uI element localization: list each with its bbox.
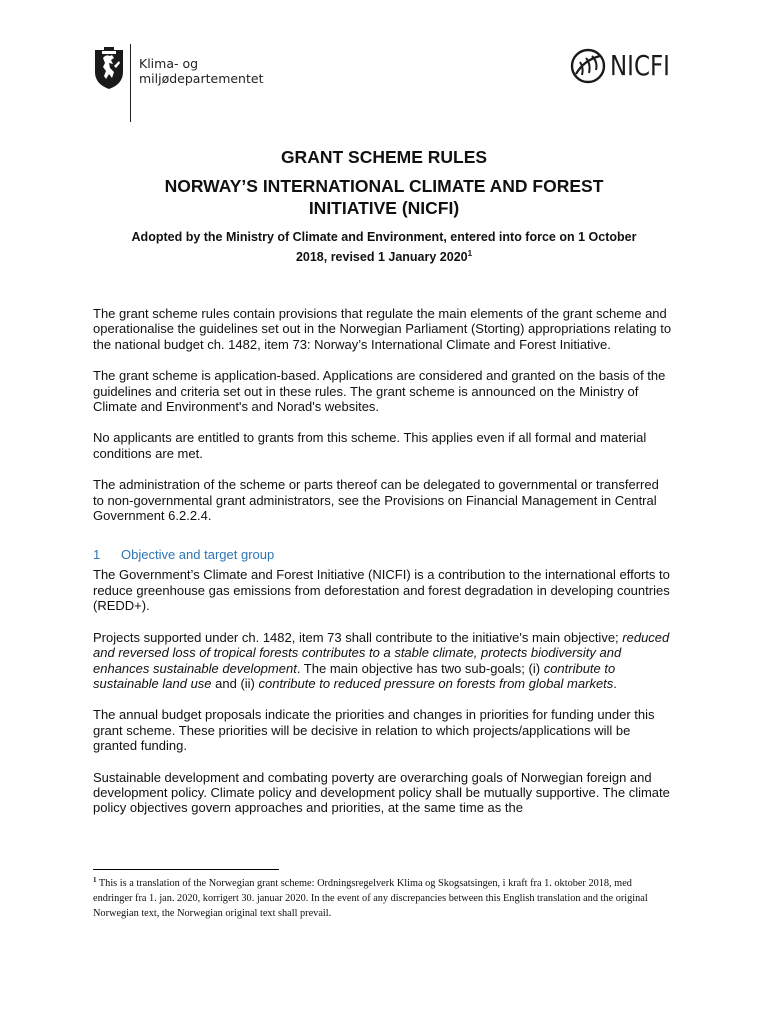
footnote-text: This is a translation of the Norwegian grant scheme: Ordningsregelverk Klima og Skogsatsingen, i kraft fra 1. oktober 2018, med endringer fra 1. jan. 2020, korrigert 30. januar 2020. In the event of any discrepancies between this English translation and the original Norwegian text, the Norwegian original text shall prevail. — [93, 878, 648, 919]
nicfi-wordmark: NICFI — [610, 49, 670, 82]
document-body — [93, 306, 673, 832]
footnote-number: 1 — [93, 876, 97, 884]
main-objective-text: reduced and reversed loss of tropical forests contributes to a stable climate, protects biodiversity and enhances sustainable development — [93, 629, 670, 676]
ministry-name — [139, 56, 263, 86]
ministry-logo — [92, 44, 262, 124]
title-block — [92, 146, 676, 267]
logo-divider — [130, 44, 131, 122]
norwegian-lion-crest-icon — [92, 46, 126, 90]
leaf-globe-icon — [570, 48, 606, 84]
adoption-note — [92, 227, 676, 267]
section-heading — [93, 547, 673, 562]
section-paragraph-3: The annual budget proposals indicate the priorities and changes in priorities for funding under this grant scheme. These priorities will be decisive in relation to which projects/applications will be granted funding. — [93, 707, 655, 754]
adoption-note-line2: 2018, revised 1 January 2020 — [295, 250, 468, 264]
section-paragraph-1: The Government’s Climate and Forest Initiative (NICFI) is a contribution to the international efforts to reduce greenhouse gas emissions from deforestation and forest degradation in developing countries (REDD+). — [93, 567, 670, 614]
section-number: 1 — [93, 547, 101, 563]
nicfi-logo — [570, 48, 680, 88]
document-header — [0, 0, 768, 130]
section-paragraph-4: Sustainable development and combating poverty are overarching goals of Norwegian foreign and development policy. Climate policy and development policy shall be mutually supportive. The climate policy objectives govern approaches and priorities, at the same time as the — [93, 769, 670, 816]
intro-paragraph-2: The grant scheme is application-based. Applications are considered and granted on the basis of the guidelines and criteria set out in these rules. The grant scheme is announced on the Ministry of Climate and Environment's and Norad's websites. — [93, 368, 666, 415]
document-subtitle-line1: NORWAY’S INTERNATIONAL CLIMATE AND FOREST — [164, 176, 604, 196]
document-subtitle — [92, 175, 676, 219]
document-title: GRANT SCHEME RULES — [280, 147, 488, 167]
text-run: and (ii) — [211, 675, 259, 691]
ministry-name-line2: miljødepartementet — [139, 71, 264, 86]
section-paragraph-2 — [93, 630, 673, 692]
text-run: Projects supported under ch. 1482, item 73 shall contribute to the initiative's main objective; — [93, 629, 623, 645]
section-title: Objective and target group — [121, 547, 275, 563]
intro-paragraph-3: No applicants are entitled to grants from this scheme. This applies even if all formal and material conditions are met. — [93, 430, 647, 461]
text-run: . — [613, 675, 617, 691]
sub-goal-2-text: contribute to reduced pressure on forests from global markets — [258, 675, 614, 691]
ministry-name-line1: Klima- og — [139, 56, 199, 71]
document-subtitle-line2: INITIATIVE (NICFI) — [308, 198, 460, 218]
sub-goal-1-text: contribute to sustainable land use — [93, 660, 616, 691]
footnote-separator — [93, 869, 279, 870]
text-run: . The main objective has two sub-goals; (i) — [296, 660, 544, 676]
intro-paragraph-4: The administration of the scheme or parts thereof can be delegated to governmental or transferred to non-governmental grant administrators, see the Provisions on Financial Management in Central Government 6.2.2.4. — [93, 477, 659, 524]
footnote — [93, 876, 673, 921]
adoption-note-line1: Adopted by the Ministry of Climate and Environment, entered into force on 1 October — [131, 230, 637, 244]
footnote-reference[interactable]: 1 — [467, 249, 473, 258]
intro-paragraph-1: The grant scheme rules contain provisions that regulate the main elements of the grant scheme and operationalise the guidelines set out in the Norwegian Parliament (Storting) appropriations relating to the national budget ch. 1482, item 73: Norway’s International Climate and Forest Initiative. — [93, 306, 672, 352]
